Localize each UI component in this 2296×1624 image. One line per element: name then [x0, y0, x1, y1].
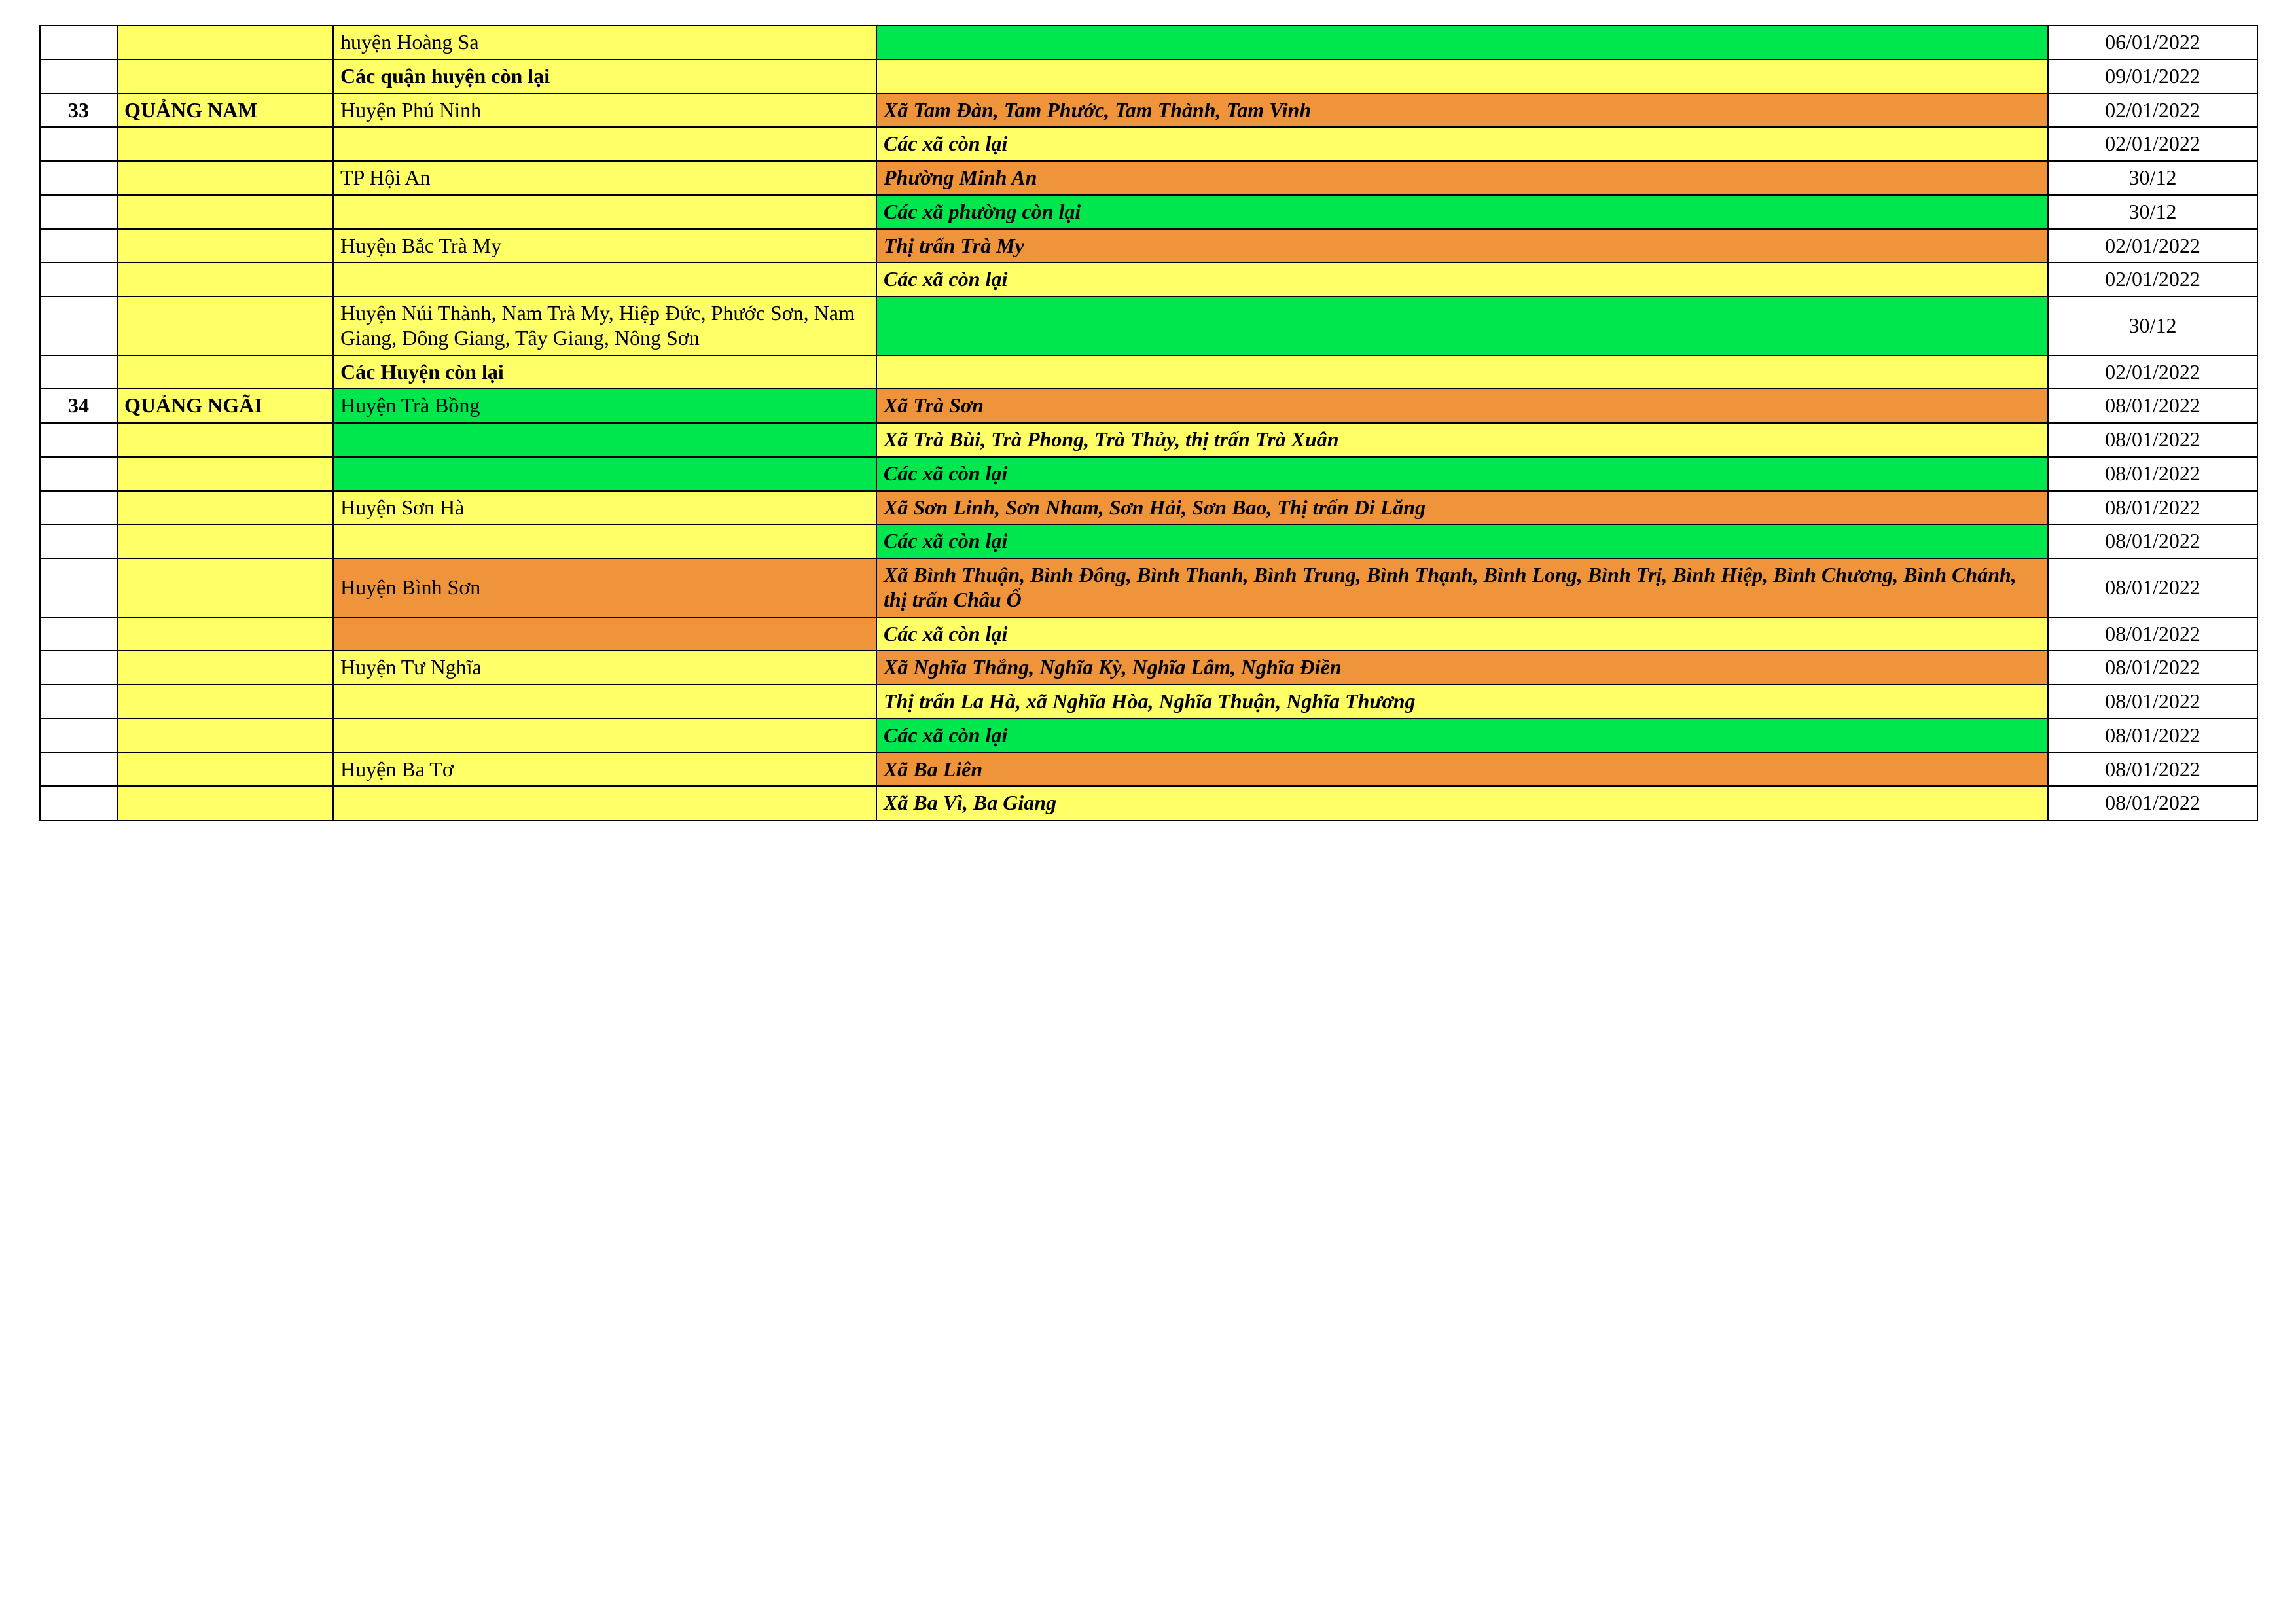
cell-district [333, 617, 876, 651]
cell-district: Huyện Bình Sơn [333, 558, 876, 617]
cell-province [117, 161, 333, 195]
table-row [40, 558, 2257, 617]
cell-date: 02/01/2022 [2048, 262, 2257, 297]
table-row [40, 491, 2257, 525]
cell-wards: Các xã phường còn lại [876, 195, 2048, 229]
cell-province [117, 195, 333, 229]
cell-wards: Xã Trà Bùi, Trà Phong, Trà Thủy, thị trấn Trà Xuân [876, 423, 2048, 457]
cell-province [117, 491, 333, 525]
cell-province: QUẢNG NGÃI [117, 389, 333, 423]
cell-index [40, 719, 117, 753]
cell-wards: Xã Tam Đàn, Tam Phước, Tam Thành, Tam Vinh [876, 94, 2048, 128]
cell-index [40, 617, 117, 651]
cell-wards: Các xã còn lại [876, 719, 2048, 753]
table-row [40, 524, 2257, 558]
cell-province [117, 229, 333, 263]
cell-date: 08/01/2022 [2048, 786, 2257, 820]
table-row [40, 26, 2257, 60]
cell-index [40, 60, 117, 94]
cell-district [333, 786, 876, 820]
cell-wards: Các xã còn lại [876, 262, 2048, 297]
table-row [40, 651, 2257, 685]
cell-province [117, 297, 333, 355]
cell-district [333, 719, 876, 753]
table-row [40, 161, 2257, 195]
cell-index [40, 491, 117, 525]
cell-district: Huyện Bắc Trà My [333, 229, 876, 263]
cell-date: 08/01/2022 [2048, 617, 2257, 651]
cell-index [40, 685, 117, 719]
cell-date: 08/01/2022 [2048, 685, 2257, 719]
cell-wards: Xã Sơn Linh, Sơn Nham, Sơn Hải, Sơn Bao, Thị trấn Di Lăng [876, 491, 2048, 525]
cell-district: TP Hội An [333, 161, 876, 195]
table-row [40, 753, 2257, 787]
cell-date: 08/01/2022 [2048, 524, 2257, 558]
cell-wards: Các xã còn lại [876, 524, 2048, 558]
cell-district [333, 423, 876, 457]
cell-province [117, 355, 333, 389]
cell-province [117, 558, 333, 617]
cell-wards: Xã Nghĩa Thắng, Nghĩa Kỳ, Nghĩa Lâm, Nghĩa Điền [876, 651, 2048, 685]
cell-date: 30/12 [2048, 195, 2257, 229]
cell-wards [876, 60, 2048, 94]
cell-district [333, 195, 876, 229]
cell-wards [876, 297, 2048, 355]
cell-date: 08/01/2022 [2048, 457, 2257, 491]
cell-date: 09/01/2022 [2048, 60, 2257, 94]
cell-index [40, 297, 117, 355]
cell-wards [876, 355, 2048, 389]
cell-date: 08/01/2022 [2048, 491, 2257, 525]
cell-index [40, 127, 117, 161]
cell-district [333, 685, 876, 719]
cell-date: 08/01/2022 [2048, 558, 2257, 617]
cell-district [333, 262, 876, 297]
cell-wards: Các xã còn lại [876, 457, 2048, 491]
cell-index [40, 26, 117, 60]
cell-index [40, 558, 117, 617]
cell-province [117, 651, 333, 685]
cell-province [117, 753, 333, 787]
cell-wards: Xã Trà Sơn [876, 389, 2048, 423]
cell-date: 02/01/2022 [2048, 229, 2257, 263]
cell-index [40, 651, 117, 685]
cell-index [40, 229, 117, 263]
table-row [40, 94, 2257, 128]
table-row [40, 355, 2257, 389]
cell-province [117, 457, 333, 491]
cell-date: 08/01/2022 [2048, 423, 2257, 457]
cell-province [117, 617, 333, 651]
cell-district [333, 524, 876, 558]
cell-wards: Các xã còn lại [876, 617, 2048, 651]
table-row [40, 786, 2257, 820]
cell-wards: Xã Bình Thuận, Bình Đông, Bình Thanh, Bình Trung, Bình Thạnh, Bình Long, Bình Trị, Bình Hiệp, Bình Chương, Bình Chánh, thị trấn Châu Ổ [876, 558, 2048, 617]
cell-province [117, 127, 333, 161]
cell-date: 06/01/2022 [2048, 26, 2257, 60]
cell-date: 08/01/2022 [2048, 651, 2257, 685]
cell-wards: Thị trấn La Hà, xã Nghĩa Hòa, Nghĩa Thuận, Nghĩa Thương [876, 685, 2048, 719]
cell-index [40, 195, 117, 229]
table-row [40, 617, 2257, 651]
cell-district: huyện Hoàng Sa [333, 26, 876, 60]
cell-district: Huyện Trà Bồng [333, 389, 876, 423]
table-row [40, 262, 2257, 297]
table-row [40, 457, 2257, 491]
cell-province [117, 524, 333, 558]
cell-district [333, 127, 876, 161]
cell-index [40, 423, 117, 457]
table-row [40, 127, 2257, 161]
cell-district: Huyện Ba Tơ [333, 753, 876, 787]
cell-province [117, 262, 333, 297]
cell-province [117, 423, 333, 457]
cell-wards: Xã Ba Vì, Ba Giang [876, 786, 2048, 820]
cell-district [333, 457, 876, 491]
cell-district: Huyện Sơn Hà [333, 491, 876, 525]
cell-date: 30/12 [2048, 297, 2257, 355]
cell-wards [876, 26, 2048, 60]
table-row [40, 389, 2257, 423]
table-row [40, 719, 2257, 753]
cell-date: 02/01/2022 [2048, 127, 2257, 161]
cell-date: 08/01/2022 [2048, 719, 2257, 753]
cell-index: 34 [40, 389, 117, 423]
cell-wards: Xã Ba Liên [876, 753, 2048, 787]
cell-wards: Các xã còn lại [876, 127, 2048, 161]
table-row [40, 229, 2257, 263]
cell-wards: Phường Minh An [876, 161, 2048, 195]
cell-wards: Thị trấn Trà My [876, 229, 2048, 263]
cell-province: QUẢNG NAM [117, 94, 333, 128]
cell-index [40, 786, 117, 820]
cell-date: 08/01/2022 [2048, 753, 2257, 787]
cell-index [40, 457, 117, 491]
cell-date: 02/01/2022 [2048, 355, 2257, 389]
cell-date: 08/01/2022 [2048, 389, 2257, 423]
cell-district: Các quận huyện còn lại [333, 60, 876, 94]
cell-index: 33 [40, 94, 117, 128]
cell-date: 02/01/2022 [2048, 94, 2257, 128]
cell-district: Huyện Tư Nghĩa [333, 651, 876, 685]
cell-district: Huyện Phú Ninh [333, 94, 876, 128]
cell-district: Các Huyện còn lại [333, 355, 876, 389]
cell-index [40, 161, 117, 195]
cell-date: 30/12 [2048, 161, 2257, 195]
cell-index [40, 524, 117, 558]
cell-index [40, 753, 117, 787]
cell-index [40, 355, 117, 389]
table-row [40, 685, 2257, 719]
cell-province [117, 26, 333, 60]
cell-province [117, 60, 333, 94]
cell-district: Huyện Núi Thành, Nam Trà My, Hiệp Đức, Phước Sơn, Nam Giang, Đông Giang, Tây Giang, Nông Sơn [333, 297, 876, 355]
table-row [40, 423, 2257, 457]
table-row [40, 195, 2257, 229]
cell-province [117, 685, 333, 719]
cell-province [117, 786, 333, 820]
table-row [40, 60, 2257, 94]
table-row [40, 297, 2257, 355]
cell-index [40, 262, 117, 297]
cell-province [117, 719, 333, 753]
table-body [40, 26, 2257, 820]
covid-risk-level-table [39, 25, 2258, 821]
